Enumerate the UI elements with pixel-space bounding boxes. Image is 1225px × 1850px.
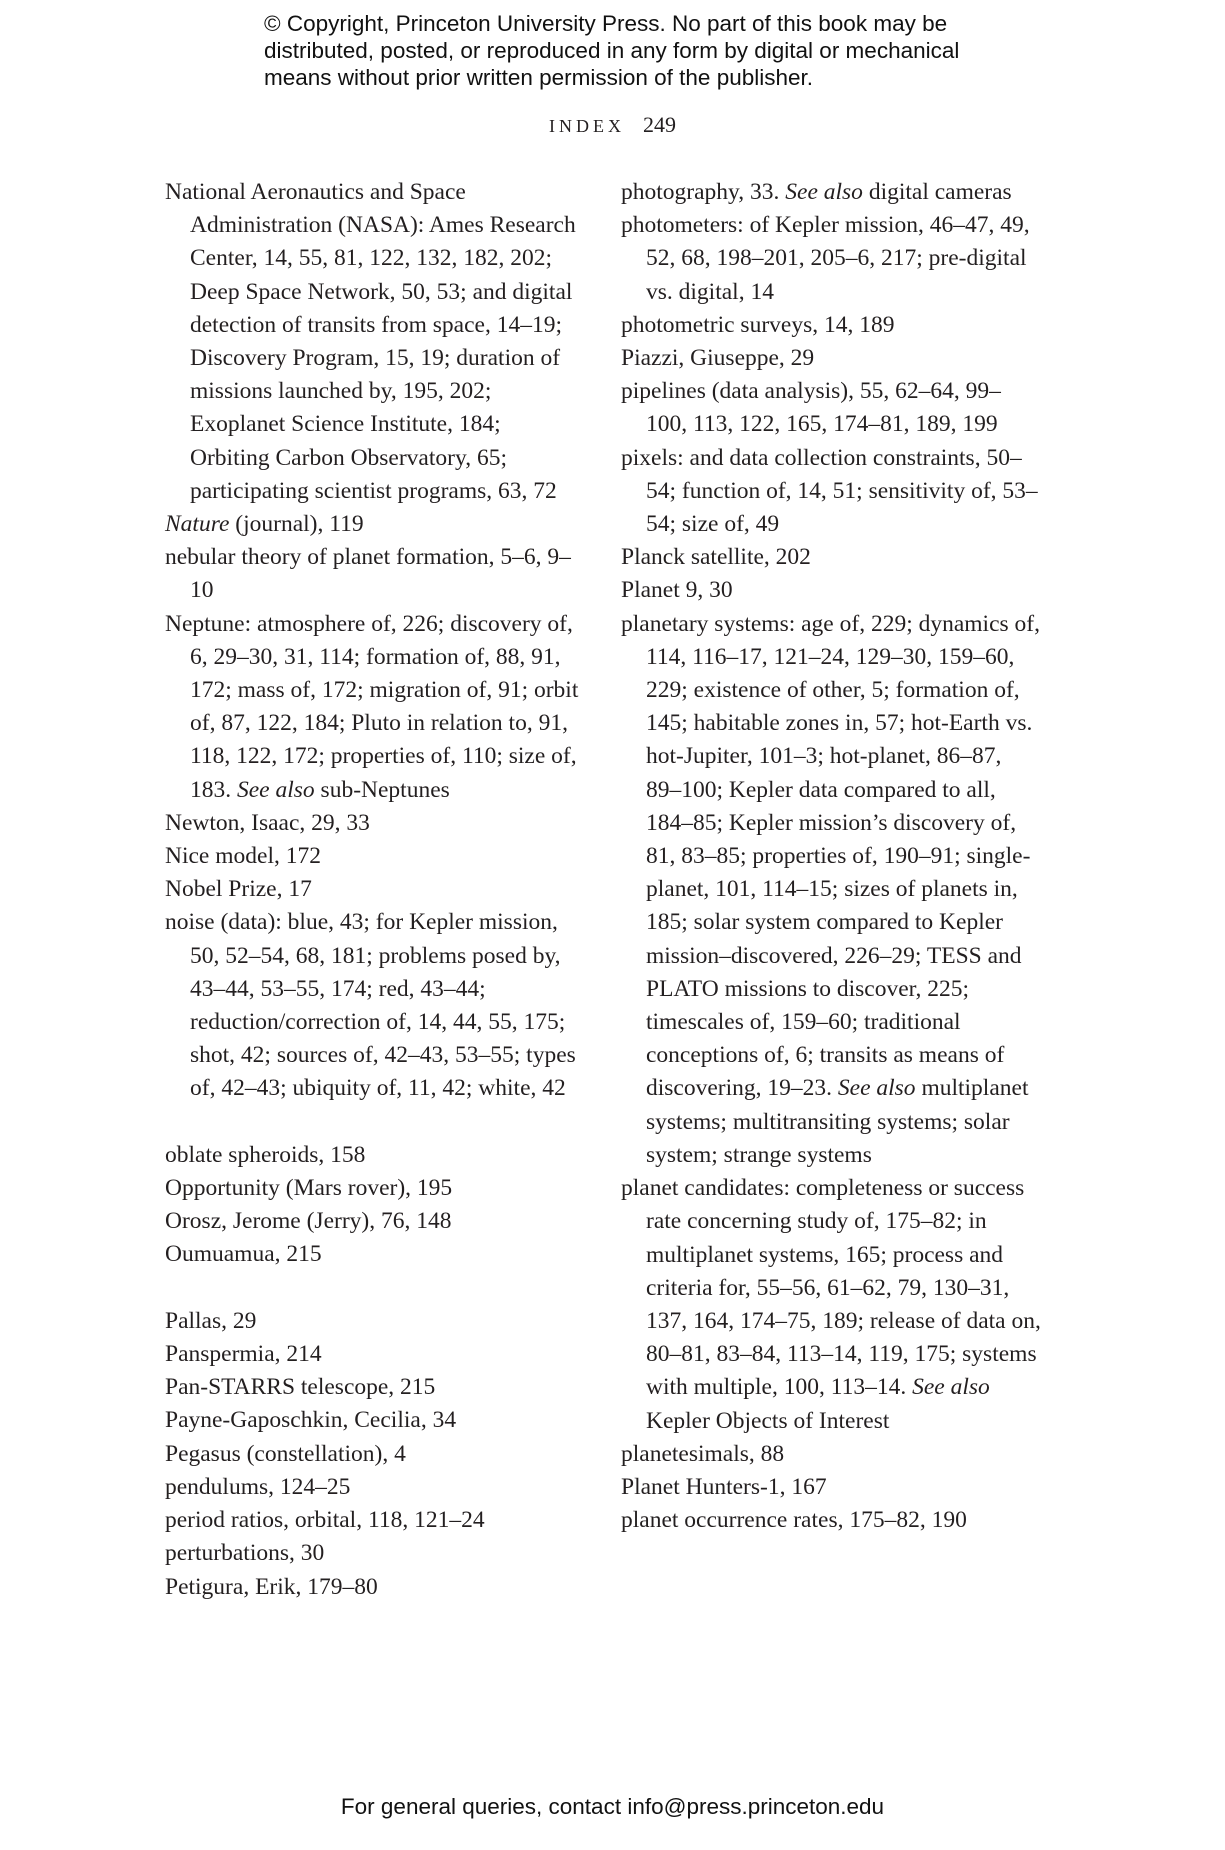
index-entry-text: photometers: of Kepler mission, 46–47, 49, 52, 68, 198–201, 205–6, 217; pre-digital vs. digital, 14	[621, 212, 1030, 305]
index-entry	[621, 608, 1041, 1172]
index-entry	[165, 176, 585, 508]
index-entry	[621, 209, 1041, 309]
index-entry	[165, 807, 585, 840]
index-entry-text: Orosz, Jerome (Jerry), 76, 148	[165, 1208, 452, 1235]
index-entry-text: Pallas, 29	[165, 1307, 257, 1334]
index-entry	[621, 574, 1041, 607]
index-entry-text: Nice model, 172	[165, 843, 321, 870]
index-entry	[165, 1139, 585, 1172]
index-entry-text: Petigura, Erik, 179–80	[165, 1573, 378, 1600]
index-entry-text: Neptune: atmosphere of, 226; discovery of, 6, 29–30, 31, 114; formation of, 88, 91, 172; mass of, 172; migration of, 91; orbit of, 87, 122, 184; Pluto in relation to, 91, 118, 122, 172; properties of, 110; size of, 183.	[165, 610, 579, 803]
footer-contact: For general queries, contact info@press.princeton.edu	[340, 1794, 885, 1819]
see-also-label: See also	[785, 179, 863, 205]
index-entry-text: Oumuamua, 215	[165, 1241, 322, 1268]
index-entry	[165, 1571, 585, 1604]
index-entry-text: photography, 33.	[621, 179, 786, 205]
index-entry	[621, 342, 1041, 375]
index-entry	[165, 1371, 585, 1404]
index-entry-text: period ratios, orbital, 118, 121–24	[165, 1507, 485, 1534]
index-entry	[165, 1471, 585, 1504]
running-head	[0, 110, 1225, 141]
index-entry	[621, 309, 1041, 342]
index-entry-text: planetesimals, 88	[621, 1440, 785, 1467]
index-entry	[621, 375, 1041, 441]
index-entry-text: Opportunity (Mars rover), 195	[165, 1175, 453, 1202]
index-entry-text: pipelines (data analysis), 55, 62–64, 99–100, 113, 122, 165, 174–81, 189, 199	[621, 378, 1001, 438]
index-entry	[621, 1504, 1041, 1537]
index-entry-text: nebular theory of planet formation, 5–6, 9–10	[165, 544, 571, 604]
index-entry	[165, 1238, 585, 1271]
index-entry	[621, 1471, 1041, 1504]
index-entry-text: noise (data): blue, 43; for Kepler mission, 50, 52–54, 68, 181; problems posed by, 43–44, 53–55, 174; red, 43–44; reduction/correction of, 14, 44, 55, 175; shot, 42; sources of, 42–43, 53–55; types of, 42–43; ubiquity of, 11, 42; white, 42	[165, 909, 576, 1102]
index-entry	[621, 1438, 1041, 1471]
index-entry	[165, 1504, 585, 1537]
copyright-notice	[264, 10, 1004, 91]
index-entry-text: Panspermia, 214	[165, 1341, 322, 1368]
see-also-label: See also	[837, 1075, 916, 1102]
index-entry	[165, 1404, 585, 1437]
index-entry-text: Newton, Isaac, 29, 33	[165, 809, 370, 836]
index-entry	[165, 1338, 585, 1371]
index-entry	[621, 442, 1041, 542]
see-also-label: See also	[912, 1374, 990, 1401]
copyright-line: means without prior written permission of the publisher.	[264, 65, 814, 90]
index-entry-text: photometric surveys, 14, 189	[621, 311, 895, 338]
index-entry-text: Payne-Gaposchkin, Cecilia, 34	[165, 1407, 457, 1434]
index-entry	[165, 1438, 585, 1471]
see-also-target: Kepler Objects of Interest	[646, 1407, 890, 1434]
copyright-line: distributed, posted, or reproduced in any form by digital or mechanical	[264, 38, 960, 63]
index-column-right	[621, 176, 1041, 1537]
index-entry-text: pixels: and data collection constraints, 50–54; function of, 14, 51; sensitivity of, 53–54; size of, 49	[621, 444, 1038, 538]
index-entry	[165, 1537, 585, 1570]
index-entry	[165, 1172, 585, 1205]
see-also-target: digital cameras	[862, 179, 1012, 205]
index-entry	[165, 840, 585, 873]
page-number: 249	[643, 112, 676, 137]
index-entry-text: Pan-STARRS telescope, 215	[165, 1374, 436, 1401]
index-entry-text: Planet Hunters-1, 167	[621, 1473, 827, 1500]
index-entry	[165, 906, 585, 1105]
index-entry-text: Piazzi, Giuseppe, 29	[621, 345, 815, 372]
index-entry	[165, 608, 585, 807]
index-column-left	[165, 176, 585, 1604]
index-entry	[165, 1305, 585, 1338]
copyright-line: © Copyright, Princeton University Press. No part of this book may be	[264, 11, 948, 36]
index-entry-italic: Nature	[165, 511, 230, 538]
index-entry	[165, 541, 585, 607]
index-entry-text: Planet 9, 30	[621, 577, 733, 604]
index-entry-text: planet candidates: completeness or success rate concerning study of, 175–82; in multiplanet systems, 165; process and criteria for, 55–56, 61–62, 79, 130–31, 137, 164, 174–75, 189; release of data on, 80–81, 83–84, 113–14, 119, 175; systems with multiple, 100, 113–14.	[621, 1175, 1041, 1401]
index-entry-text: perturbations, 30	[165, 1540, 325, 1567]
see-also-target: multiplanet systems; multitransiting systems; solar system; strange systems	[646, 1075, 1029, 1168]
index-entry-text: oblate spheroids, 158	[165, 1141, 366, 1168]
index-entry-text: Pegasus (constellation), 4	[165, 1440, 406, 1467]
index-entry-text: National Aeronautics and Space Administration (NASA): Ames Research Center, 14, 55, 81, 122, 132, 182, 202; Deep Space Network, 50, 53; and digital detection of transits from space, 14–19; Discovery Program, 15, 19; duration of missions launched by, 195, 202; Exoplanet Science Institute, 184; Orbiting Carbon Observatory, 65; participating scientist programs, 63, 72	[165, 179, 576, 504]
index-entry-text: planetary systems: age of, 229; dynamics of, 114, 116–17, 121–24, 129–30, 159–60, 229; existence of other, 5; formation of, 145; habitable zones in, 57; hot-Earth vs. hot-Jupiter, 101–3; hot-planet, 86–87, 89–100; Kepler data compared to all, 184–85; Kepler mission’s discovery of, 81, 83–85; properties of, 190–91; single-planet, 101, 114–15; sizes of planets in, 185; solar system compared to Kepler mission–discovered, 226–29; TESS and PLATO missions to discover, 225; timescales of, 159–60; traditional conceptions of, 6; transits as means of discovering, 19–23.	[621, 610, 1040, 1102]
index-entry-text: Nobel Prize, 17	[165, 876, 312, 903]
index-entry	[165, 873, 585, 906]
index-entry	[621, 541, 1041, 574]
index-entry	[621, 176, 1041, 209]
index-entry	[621, 1172, 1041, 1438]
index-entry-text: planet occurrence rates, 175–82, 190	[621, 1507, 967, 1534]
index-entry	[165, 508, 585, 541]
index-entry	[165, 1205, 585, 1238]
see-also-target: sub-Neptunes	[314, 776, 450, 803]
index-entry-text: (journal), 119	[229, 511, 364, 538]
index-entry-text: pendulums, 124–25	[165, 1473, 351, 1500]
see-also-label: See also	[237, 776, 315, 803]
index-entry-text: Planck satellite, 202	[621, 544, 811, 571]
running-head-label: INDEX	[549, 116, 625, 136]
